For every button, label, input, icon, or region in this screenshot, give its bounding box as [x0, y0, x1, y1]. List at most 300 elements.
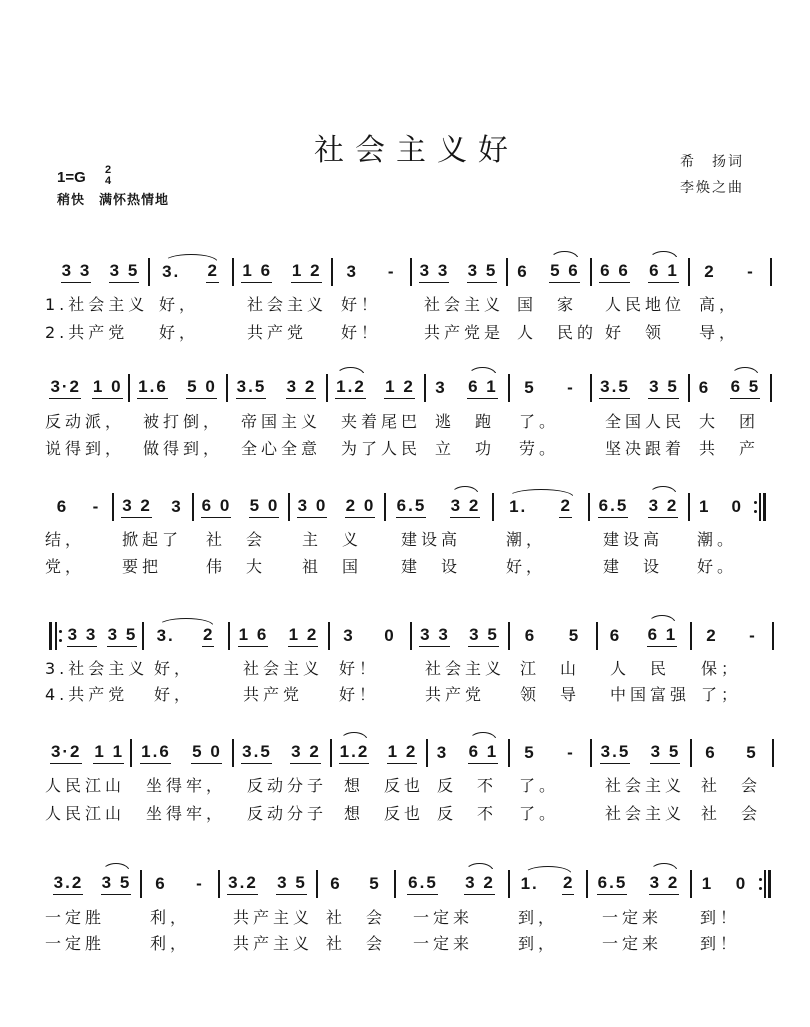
note-group [731, 497, 743, 518]
notes: 3.5 [241, 743, 272, 764]
lyric-verse-2: 共产党 [247, 323, 308, 342]
note-group [508, 497, 527, 518]
measure [44, 870, 140, 898]
note-group [419, 261, 450, 283]
lyric-verse-2: 好！ [341, 323, 382, 342]
note-group [597, 873, 628, 895]
lyric-verse-1: 夹着尾巴 [341, 412, 422, 431]
notes: 3 [343, 625, 355, 645]
notes: 3·2 [50, 743, 82, 764]
note-group [288, 625, 319, 647]
note-group [516, 262, 528, 283]
lyric-verse-2: 坐得牢， [146, 804, 227, 823]
measure [596, 622, 690, 650]
note-group [227, 873, 258, 895]
slur [648, 615, 677, 624]
note-group [191, 742, 222, 764]
measure [690, 870, 770, 898]
note-group [137, 377, 168, 399]
measure [410, 622, 508, 650]
lyric-verse-2: 共产党 [243, 685, 304, 704]
notes: 6 6 [599, 262, 630, 283]
lyric-verse-2: 中国富强 [610, 685, 691, 704]
key-signature: 1=G [57, 169, 86, 186]
note-group [599, 261, 630, 283]
notes: 6 [155, 873, 167, 893]
notes: 3 [436, 742, 449, 762]
note-group [195, 874, 204, 895]
note-group [206, 261, 218, 283]
measure [226, 374, 326, 402]
note-group [109, 261, 140, 283]
notes: 3·2 [49, 378, 81, 399]
note-group [705, 626, 717, 647]
lyric-verse-1: 好， [154, 659, 195, 678]
barline [770, 258, 772, 286]
measure [288, 493, 384, 521]
note-group [329, 874, 341, 895]
notes: 0 [731, 496, 743, 516]
measure [192, 493, 288, 521]
lyric-verse-2: 说得到， [45, 439, 126, 458]
measure [590, 374, 688, 402]
note-group [436, 743, 448, 764]
notes: 3 3 [61, 262, 92, 283]
note-group [93, 742, 124, 764]
measure [690, 622, 772, 650]
lyric-verse-2: 社 会 [326, 934, 387, 953]
lyric-verse-2: 2.共产党 [45, 323, 129, 342]
note-group [238, 625, 269, 647]
note-group [50, 742, 82, 764]
note-group [598, 496, 629, 518]
lyric-verse-1: 江 山 [520, 659, 581, 678]
slur [649, 251, 678, 260]
lyric-verse-1: 一定胜 [45, 908, 106, 927]
note-group [387, 262, 396, 283]
note-group [161, 262, 180, 283]
note-group [202, 625, 214, 647]
notes: 6 1 [467, 378, 498, 399]
note-group [745, 743, 757, 764]
repeat-dot [759, 878, 762, 881]
notes: 3.2 [227, 874, 258, 895]
slur [336, 367, 365, 376]
note-group [701, 874, 713, 895]
lyric-verse-1: 社会主义 [247, 295, 328, 314]
measure [426, 739, 508, 767]
note-group [61, 261, 92, 283]
note-group [170, 497, 182, 518]
lyric-verse-2: 好， [159, 323, 200, 342]
note-group [704, 743, 716, 764]
lyric-verse-1: 1.社会主义 [45, 295, 149, 314]
notes: 1 2 [291, 262, 322, 283]
notes: 1.2 [339, 743, 370, 764]
note-group [339, 742, 370, 764]
lyric-verse-1: 利， [150, 908, 191, 927]
notes: 5 [369, 873, 381, 893]
notes: 3 5 [650, 743, 681, 764]
barline [759, 493, 761, 521]
lyric-verse-1: 社会主义 [424, 295, 505, 314]
barline [55, 622, 57, 650]
time-signature-beats: 2 [104, 164, 112, 176]
notes: 6.5 [597, 874, 628, 895]
note-group [647, 625, 678, 647]
measure [316, 870, 394, 898]
notes: 6 [56, 496, 69, 516]
measure [140, 870, 218, 898]
notes: 3 2 [648, 497, 679, 518]
note-group [236, 377, 267, 399]
note-group [154, 874, 166, 895]
notes: 1 2 [384, 378, 415, 399]
notes: 1 [701, 873, 714, 893]
lyric-verse-1: 结， [45, 530, 86, 549]
notes: - [567, 377, 575, 397]
lyric-verse-1: 社 会 [701, 776, 762, 795]
measure [590, 258, 688, 286]
lyric-verse-1: 帝国主义 [241, 412, 322, 431]
slur [468, 367, 497, 376]
lyric-verse-2: 利， [150, 934, 191, 953]
note-group [523, 743, 535, 764]
notes: 3.5 [599, 378, 630, 399]
lyric-verse-1: 被打倒， [143, 412, 224, 431]
note-group [599, 377, 630, 399]
note-group [648, 261, 679, 283]
note-group [345, 496, 376, 518]
repeat-dot [759, 887, 762, 890]
notes: - [387, 261, 396, 281]
notes: 6 [698, 377, 711, 397]
barline [772, 739, 774, 767]
measure [424, 374, 508, 402]
note-group [524, 626, 536, 647]
measure [44, 374, 128, 402]
lyric-verse-1: 好， [159, 295, 200, 314]
notes: 3 2 [286, 378, 317, 399]
measure [508, 622, 596, 650]
lyric-verse-1: 反 不 [437, 776, 498, 795]
slur [469, 732, 498, 741]
notes: 6 [517, 261, 529, 281]
note-group [468, 742, 499, 764]
measure [508, 870, 586, 898]
note-group [568, 626, 580, 647]
notes: 3 5 [109, 262, 140, 283]
note-group [559, 496, 571, 518]
notes: 0 [384, 625, 396, 645]
note-group [201, 496, 232, 518]
lyric-verse-2: 共 产 [699, 439, 760, 458]
lyric-verse-1: 掀起了 [122, 530, 183, 549]
measure [588, 493, 688, 521]
barline [770, 374, 772, 402]
lyric-verse-2: 立 功 [435, 439, 496, 458]
note-group [648, 377, 679, 399]
note-group [345, 262, 357, 283]
notes: - [747, 261, 755, 281]
lyric-verse-2: 为了人民 [341, 439, 422, 458]
slur [649, 486, 678, 495]
lyric-verse-2: 到， [518, 934, 559, 953]
note-group [648, 496, 679, 518]
lyric-verse-2: 全心全意 [241, 439, 322, 458]
notes: 5 [524, 377, 536, 397]
notes: 5 [524, 742, 536, 762]
lyric-verse-1: 高， [699, 295, 740, 314]
notes: 5 6 [549, 262, 580, 283]
notes: 3 5 [648, 378, 679, 399]
measure [492, 493, 588, 521]
note-group [297, 496, 328, 518]
note-group [335, 377, 366, 399]
time-signature-unit: 4 [104, 175, 112, 187]
lyric-verse-1: 了。 [519, 776, 560, 795]
note-group [407, 873, 438, 895]
note-group [698, 497, 710, 518]
lyric-verse-1: 一定来 [602, 908, 663, 927]
notes: 2 [704, 261, 716, 281]
measure [384, 493, 492, 521]
expression-marking: 满怀热情地 [99, 193, 170, 208]
note-group [49, 377, 81, 399]
notes: 1 2 [288, 626, 319, 647]
notes: 6 1 [468, 743, 499, 764]
lyric-verse-2: 反 不 [437, 804, 498, 823]
lyric-verse-2: 导， [699, 323, 740, 342]
measure [410, 258, 506, 286]
lyric-verse-2: 要把 [122, 557, 163, 576]
measure [688, 258, 770, 286]
note-group [53, 873, 84, 895]
measure [688, 493, 765, 521]
measure [330, 739, 426, 767]
time-signature [102, 165, 114, 187]
notes: 3 2 [649, 874, 680, 895]
notes: 3 [435, 377, 447, 397]
measure [218, 870, 316, 898]
slur [158, 618, 214, 626]
note-group [748, 626, 757, 647]
note-group [156, 626, 175, 647]
lyric-verse-1: 坐得牢， [146, 776, 227, 795]
lyric-verse-1: 全国人民 [605, 412, 686, 431]
lyric-verse-1: 好！ [341, 295, 382, 314]
notes: 3 5 [468, 626, 499, 647]
notes: 6 0 [201, 497, 232, 518]
lyric-verse-2: 好 领 [605, 323, 666, 342]
measure [328, 622, 410, 650]
note-group [730, 377, 761, 399]
notes: 3.2 [53, 874, 84, 895]
measure [130, 739, 232, 767]
notes: 1 0 [92, 378, 123, 399]
measure [326, 374, 424, 402]
note-group [92, 497, 101, 518]
lyric-verse-2: 社 会 [701, 804, 762, 823]
slur [731, 367, 760, 376]
notes: 3 5 [101, 874, 132, 895]
lyric-verse-2: 一定来 [602, 934, 663, 953]
lyric-verse-1: 想 反也 [344, 776, 425, 795]
lyric-verse-2: 坚决跟着 [605, 439, 686, 458]
notes: 3 2 [450, 497, 481, 518]
note-group [419, 625, 450, 647]
notes: 3 5 [467, 262, 498, 283]
measure [690, 739, 772, 767]
lyric-verse-1: 人 民 [610, 659, 671, 678]
notes: 3 3 [67, 626, 98, 647]
measure [586, 870, 690, 898]
note-group [67, 625, 98, 647]
thick-barline [763, 493, 766, 521]
note-group [290, 742, 321, 764]
note-group [698, 378, 710, 399]
lyric-verse-2: 了。 [519, 804, 560, 823]
repeat-dot [754, 501, 757, 504]
measure [688, 374, 770, 402]
slur [524, 866, 572, 874]
measure [394, 870, 508, 898]
note-group [368, 874, 380, 895]
notes: 0 [735, 873, 748, 893]
lyric-verse-2: 做得到， [143, 439, 224, 458]
notes: 5 0 [191, 743, 222, 764]
notes: 5 0 [249, 497, 280, 518]
measure [590, 739, 690, 767]
notes: 2 [706, 625, 718, 645]
lyric-verse-2: 到！ [700, 934, 741, 953]
note-group [434, 378, 446, 399]
lyric-verse-1: 潮， [506, 530, 547, 549]
lyric-verse-1: 一定来 [413, 908, 474, 927]
measure [232, 739, 330, 767]
notes: 3 [171, 496, 183, 516]
barline [764, 870, 766, 898]
notes: 1.6 [140, 743, 171, 764]
measure [228, 622, 328, 650]
lyric-verse-1: 到！ [700, 908, 741, 927]
slur [650, 863, 679, 872]
notes: 3 [346, 261, 358, 281]
measure [148, 258, 232, 286]
measure [44, 493, 112, 521]
lyric-verse-2: 共产党是 [424, 323, 505, 342]
notes: 6.5 [407, 874, 438, 895]
lyric-verse-2: 伟 大 [206, 557, 267, 576]
note-group [101, 873, 132, 895]
note-group [566, 378, 575, 399]
notes: - [92, 496, 101, 516]
notes: 3 2 [121, 497, 152, 518]
notes: 6 [609, 625, 622, 645]
notes: - [749, 625, 757, 645]
lyric-verse-1: 社会主义 [605, 776, 686, 795]
lyric-verse-1: 逃 跑 [435, 412, 496, 431]
tempo-marking: 稍快 [57, 193, 86, 208]
lyric-verse-2: 好！ [339, 685, 380, 704]
lyric-verse-1: 主 义 [302, 530, 363, 549]
lyric-verse-2: 人 民的 [517, 323, 598, 342]
notes: 3 3 [419, 626, 450, 647]
note-group [249, 496, 280, 518]
lyric-verse-2: 建 设 [401, 557, 462, 576]
notes: 3. [156, 625, 175, 645]
notes: 6 1 [648, 262, 679, 283]
measure [62, 622, 142, 650]
lyric-verse-2: 反动分子 [247, 804, 328, 823]
lyric-verse-1: 反动分子 [247, 776, 328, 795]
note-group [467, 261, 498, 283]
lyric-verse-1: 了。 [519, 412, 560, 431]
lyric-verse-2: 社会主义 [605, 804, 686, 823]
notes: 1.2 [335, 378, 366, 399]
notes: 6.5 [396, 497, 427, 518]
measure [128, 374, 226, 402]
note-group [468, 625, 499, 647]
notes: - [567, 742, 575, 762]
measure [506, 258, 590, 286]
notes: 6 [705, 742, 717, 762]
measure [508, 739, 590, 767]
lyric-verse-2: 好， [506, 557, 547, 576]
lyric-verse-2: 想 反也 [344, 804, 425, 823]
note-group [186, 377, 217, 399]
lyric-verse-1: 保； [701, 659, 742, 678]
note-group [609, 626, 621, 647]
note-group [140, 742, 171, 764]
slur [508, 489, 574, 497]
notes: 3 5 [107, 626, 138, 647]
notes: 2 0 [345, 497, 376, 518]
lyric-verse-1: 共产主义 [233, 908, 314, 927]
lyric-verse-1: 好！ [339, 659, 380, 678]
measure [232, 258, 331, 286]
lyric-verse-2: 劳。 [519, 439, 560, 458]
note-group [549, 261, 580, 283]
note-group [464, 873, 495, 895]
notes: 1 [699, 496, 711, 516]
thick-barline [49, 622, 52, 650]
lyric-verse-2: 一定胜 [45, 934, 106, 953]
slur [550, 251, 579, 260]
notes: 1. [509, 496, 528, 516]
lyric-verse-2: 领 导 [520, 685, 581, 704]
lyric-verse-2: 建 设 [603, 557, 664, 576]
note-group [342, 626, 354, 647]
lyric-verse-2: 了； [701, 685, 742, 704]
lyric-verse-1: 社 会 [326, 908, 387, 927]
lyric-verse-1: 3.社会主义 [45, 659, 149, 678]
notes: 2 [206, 262, 218, 283]
slur [340, 732, 369, 741]
notes: 2 [559, 497, 571, 518]
note-group [56, 497, 68, 518]
note-group [383, 626, 395, 647]
lyric-verse-1: 反动派， [45, 412, 126, 431]
notes: 1 1 [93, 743, 124, 764]
lyric-verse-1: 社会主义 [243, 659, 324, 678]
song-title: 社会主义好 [314, 133, 519, 168]
lyric-verse-1: 国 家 [517, 295, 578, 314]
notes: 3 0 [297, 497, 328, 518]
lyric-verse-1: 建设高 [603, 530, 664, 549]
note-group [241, 261, 272, 283]
lyric-verse-1: 大 团 [699, 412, 760, 431]
